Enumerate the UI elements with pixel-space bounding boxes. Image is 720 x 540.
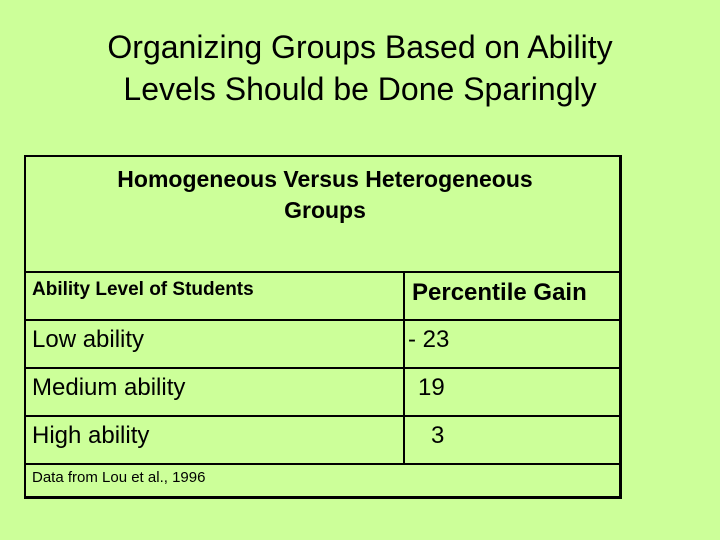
row-label-high-ability: High ability bbox=[32, 422, 150, 449]
row-label-medium-ability: Medium ability bbox=[32, 374, 186, 401]
ability-table bbox=[24, 155, 622, 499]
slide-title-line-1: Organizing Groups Based on Ability bbox=[107, 29, 613, 65]
slide-title bbox=[0, 26, 720, 110]
table-divider bbox=[26, 319, 622, 321]
row-value-medium-ability: 19 bbox=[418, 374, 445, 401]
table-caption-line-2: Groups bbox=[284, 197, 366, 223]
table-caption-line-1: Homogeneous Versus Heterogeneous bbox=[117, 166, 533, 192]
slide-title-line-2: Levels Should be Done Sparingly bbox=[123, 71, 597, 107]
table-caption bbox=[50, 164, 600, 226]
table-divider bbox=[26, 415, 622, 417]
table-column-divider bbox=[403, 271, 405, 464]
column-header-percentile-gain: Percentile Gain bbox=[412, 279, 587, 306]
table-divider bbox=[26, 271, 622, 273]
row-label-low-ability: Low ability bbox=[32, 326, 145, 353]
table-divider bbox=[26, 367, 622, 369]
column-header-ability-level: Ability Level of Students bbox=[32, 279, 254, 300]
row-value-high-ability: 3 bbox=[431, 422, 445, 449]
row-value-low-ability: - 23 bbox=[408, 326, 450, 353]
table-divider bbox=[26, 463, 622, 465]
source-citation: Data from Lou et al., 1996 bbox=[32, 469, 206, 486]
